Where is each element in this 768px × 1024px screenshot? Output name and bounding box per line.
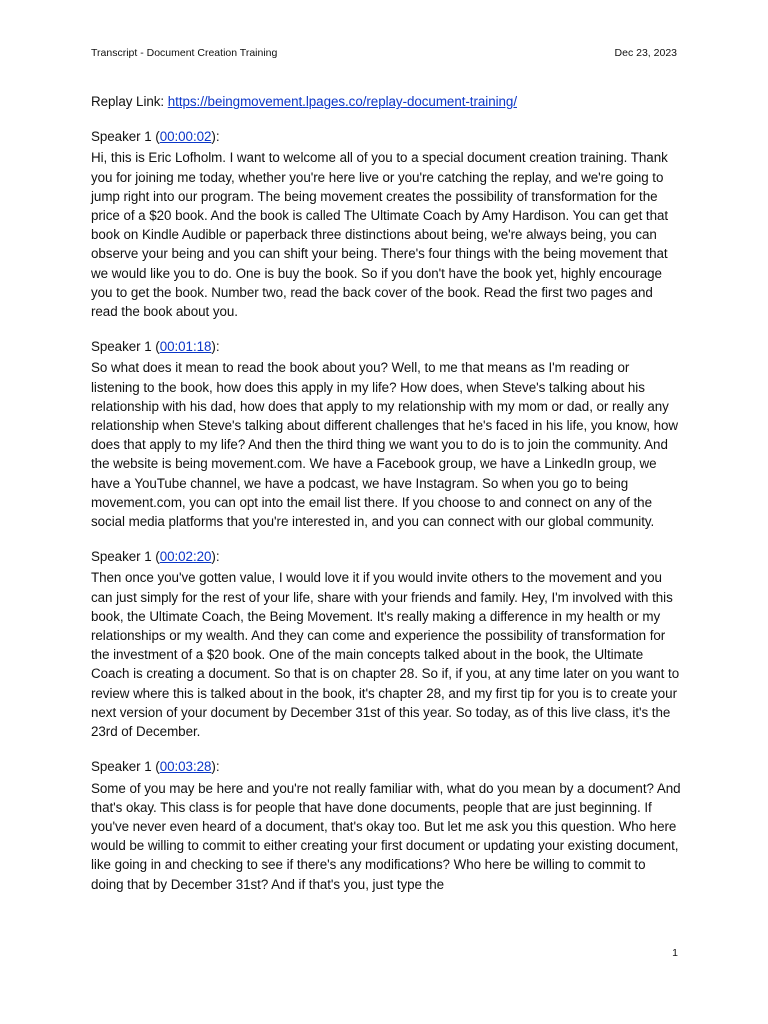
paren-close: ): bbox=[211, 549, 220, 565]
transcript-paragraph: So what does it mean to read the book about you? Well, to me that means as I'm reading or listening to the book, how does this apply in my life? How does, when Steve's talking about his relationship with his dad, how does that apply to my relationship with my mom or dad, or really any relationship when Steve's talking about different challenges that he's faced in his life, you know, how does that apply to my life? And then the third thing we want you to do is to join the community. And the website is being movement.com. We have a Facebook group, we have a LinkedIn group, we have a YouTube channel, we have a podcast, we have Instagram. So when you go to being movement.com, you can opt into the email list there. If you choose to and connect on any of the social media platforms that you're interested in, and you can connect with our global community. bbox=[91, 360, 679, 530]
paren-open: ( bbox=[151, 759, 160, 775]
document-date: Dec 23, 2023 bbox=[614, 47, 677, 59]
page-number: 1 bbox=[672, 947, 678, 959]
timestamp-link[interactable]: 00:00:02 bbox=[159, 129, 212, 145]
timestamp-link[interactable]: 00:02:20 bbox=[159, 549, 212, 565]
speaker-name: Speaker 1 bbox=[91, 339, 152, 355]
speaker-name: Speaker 1 bbox=[91, 549, 152, 565]
transcript-section bbox=[91, 127, 681, 321]
speaker-line bbox=[91, 337, 681, 356]
paren-open: ( bbox=[151, 339, 160, 355]
timestamp-link[interactable]: 00:01:18 bbox=[159, 339, 212, 355]
speaker-line bbox=[91, 547, 681, 566]
transcript-paragraph: Some of you may be here and you're not really familiar with, what do you mean by a document? And that's okay. This class is for people that have done documents, people that are just beginning. If you've never even heard of a document, that's okay too. But let me ask you this question. Who here would be willing to commit to either creating your first document or updating your existing document, like going in and checking to see if there's any modifications? Who here be willing to commit to doing that by December 31st? And if that's you, just type the bbox=[91, 780, 681, 892]
timestamp-link[interactable]: 00:03:28 bbox=[159, 759, 212, 775]
transcript-section bbox=[91, 337, 681, 531]
speaker-line bbox=[91, 757, 681, 776]
speaker-name: Speaker 1 bbox=[91, 759, 152, 775]
speaker-line bbox=[91, 127, 681, 146]
document-title: Transcript - Document Creation Training bbox=[91, 47, 278, 59]
paren-close: ): bbox=[211, 129, 220, 145]
transcript-paragraph: Then once you've gotten value, I would love it if you would invite others to the movement and you can just simply for the rest of your life, share with your friends and family. Hey, I'm involved with this book, the Ultimate Coach, the Being Movement. It's really making a difference in my health or my relationships or my wealth. And they can come and experience the possibility of transformation for the investment of a $20 book. One of the main concepts talked about in the book, the Ultimate Coach is creating a document. So that is on chapter 28. So if, if you, at any time later on you want to review where this is talked about in the book, it's chapter 28, and my first tip for you is to create your next version of your document by December 31st of this year. So today, as of this live class, it's the 23rd of December. bbox=[91, 570, 680, 740]
page-header bbox=[91, 46, 677, 60]
replay-line bbox=[91, 92, 681, 111]
speaker-name: Speaker 1 bbox=[91, 129, 152, 145]
transcript-content bbox=[91, 92, 681, 910]
transcript-section bbox=[91, 757, 681, 893]
replay-label: Replay Link: bbox=[91, 94, 168, 109]
replay-link[interactable]: https://beingmovement.lpages.co/replay-document-training/ bbox=[167, 94, 517, 109]
paren-close: ): bbox=[211, 339, 220, 355]
paren-close: ): bbox=[211, 759, 220, 775]
paren-open: ( bbox=[151, 549, 160, 565]
paren-open: ( bbox=[151, 129, 160, 145]
transcript-paragraph: Hi, this is Eric Lofholm. I want to welcome all of you to a special document creation training. Thank you for joining me today, whether you're here live or you're catching the replay, and we're going to jump right into our program. The being movement creates the possibility of transformation for the price of a $20 book. And the book is called The Ultimate Coach by Amy Hardison. You can get that book on Kindle Audible or paperback three distinctions about being, we're always being, you can observe your being and you can shift your being. There's four things with the being movement that we would like you to do. One is buy the book. So if you don't have the book yet, highly encourage you to get the book. Number two, read the back cover of the book. Read the first two pages and read the book about you. bbox=[91, 150, 669, 320]
transcript-section bbox=[91, 547, 681, 741]
